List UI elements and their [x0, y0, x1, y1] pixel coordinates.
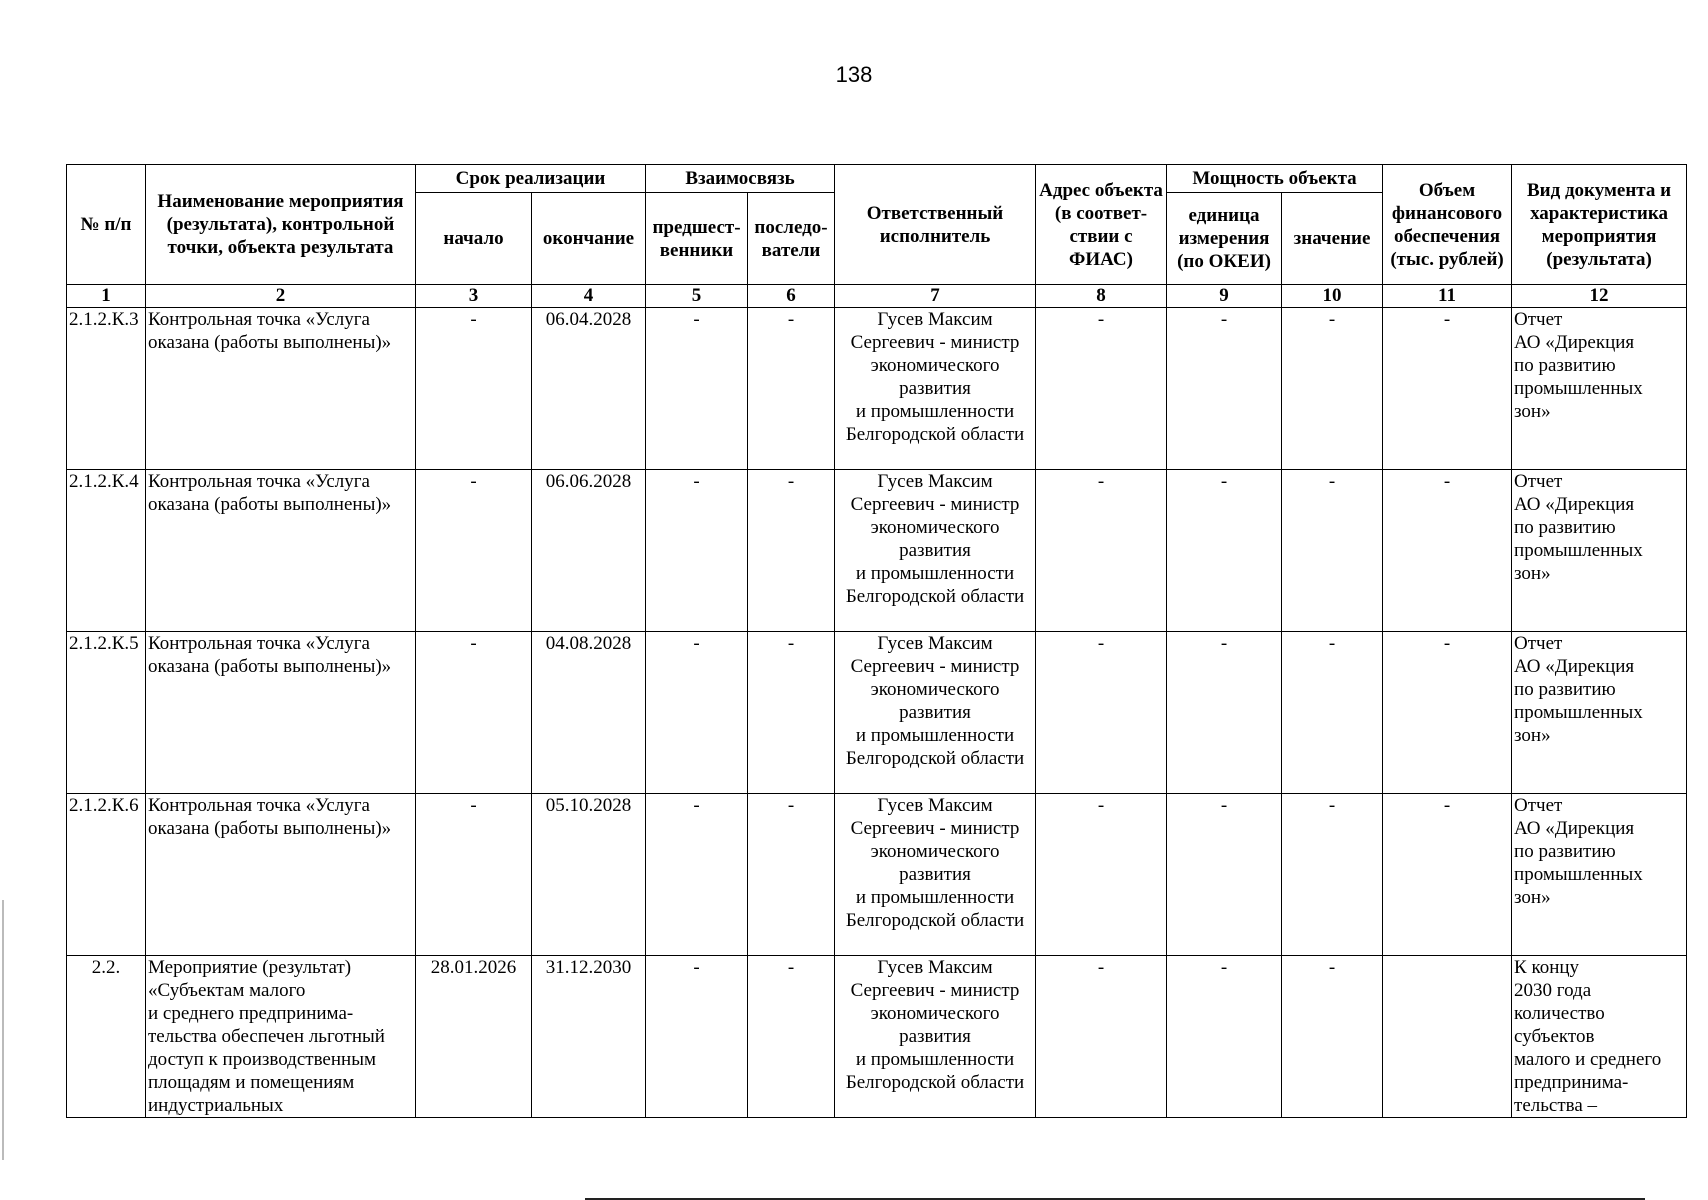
document-line: 2030 года [1514, 980, 1592, 1001]
header-no: № п/п [67, 165, 146, 285]
row-unit: - [1167, 308, 1282, 470]
row-value: - [1282, 470, 1383, 632]
column-number: 11 [1383, 285, 1512, 308]
column-number: 9 [1167, 285, 1282, 308]
row-unit: - [1167, 470, 1282, 632]
responsible-line: Сергеевич - министр [850, 980, 1020, 1001]
document-line: АО «Дирекция [1514, 332, 1635, 353]
row-finance: - [1383, 470, 1512, 632]
responsible-line: Гусев Максим [877, 795, 993, 816]
row-start: 28.01.2026 [416, 956, 532, 1118]
document-line: Отчет [1514, 633, 1563, 654]
document-line: зон» [1514, 725, 1551, 746]
row-start: - [416, 470, 532, 632]
responsible-line: экономического [870, 517, 1000, 538]
document-line: зон» [1514, 887, 1551, 908]
responsible-line: и промышленности [855, 1049, 1015, 1070]
responsible-line: Белгородской области [845, 748, 1025, 769]
row-document [1512, 308, 1687, 470]
responsible-line: Белгородской области [845, 910, 1025, 931]
responsible-line: развития [899, 1026, 971, 1047]
row-successors: - [748, 632, 835, 794]
name-line: индустриальных [148, 1095, 284, 1116]
row-unit: - [1167, 956, 1282, 1118]
responsible-line: и промышленности [855, 725, 1015, 746]
row-responsible [835, 956, 1036, 1118]
header-name: Наименование мероприятия (результата), контрольной точки, объекта результата [146, 165, 416, 285]
responsible-line: Сергеевич - министр [850, 656, 1020, 677]
document-line: АО «Дирекция [1514, 494, 1635, 515]
column-number: 5 [646, 285, 748, 308]
responsible-line: Сергеевич - министр [850, 818, 1020, 839]
row-value: - [1282, 632, 1383, 794]
column-number: 6 [748, 285, 835, 308]
row-name [146, 956, 416, 1118]
responsible-line: Гусев Максим [877, 633, 993, 654]
header-responsible: Ответственный исполнитель [835, 165, 1036, 285]
row-responsible [835, 632, 1036, 794]
name-line: Мероприятие (результат) [148, 957, 352, 978]
document-line: зон» [1514, 401, 1551, 422]
row-finance: - [1383, 308, 1512, 470]
document-line: по развитию [1514, 841, 1616, 862]
document-line: субъектов [1514, 1026, 1595, 1047]
row-value: - [1282, 794, 1383, 956]
document-line: количество [1514, 1003, 1605, 1024]
row-successors: - [748, 794, 835, 956]
responsible-line: и промышленности [855, 563, 1015, 584]
responsible-line: развития [899, 702, 971, 723]
responsible-line: развития [899, 864, 971, 885]
page-number: 138 [835, 62, 873, 87]
row-address: - [1036, 632, 1167, 794]
responsible-line: Белгородской области [845, 1072, 1025, 1093]
row-successors: - [748, 956, 835, 1118]
header-value: значение [1282, 193, 1383, 285]
row-start: - [416, 632, 532, 794]
responsible-line: экономического [870, 355, 1000, 376]
row-document [1512, 632, 1687, 794]
row-predecessors: - [646, 308, 748, 470]
name-line: «Субъектам малого [148, 980, 306, 1001]
row-address: - [1036, 794, 1167, 956]
header-term: Срок реализации [416, 165, 646, 193]
responsible-line: экономического [870, 841, 1000, 862]
responsible-line: развития [899, 378, 971, 399]
row-responsible [835, 470, 1036, 632]
document-line: малого и среднего [1514, 1049, 1662, 1070]
document-line: К концу [1514, 957, 1580, 978]
name-line: и среднего предпринима- [148, 1003, 354, 1024]
column-number: 12 [1512, 285, 1687, 308]
row-responsible [835, 308, 1036, 470]
responsible-line: Белгородской области [845, 424, 1025, 445]
responsible-line: экономического [870, 1003, 1000, 1024]
document-line: АО «Дирекция [1514, 818, 1635, 839]
row-end: 06.04.2028 [532, 308, 646, 470]
document-line: Отчет [1514, 795, 1563, 816]
row-name: Контрольная точка «Услуга оказана (работы выполнены)» [146, 470, 416, 632]
document-line: зон» [1514, 563, 1551, 584]
row-document [1512, 956, 1687, 1118]
column-number: 3 [416, 285, 532, 308]
header-start: начало [416, 193, 532, 285]
row-number: 2.1.2.К.5 [67, 632, 146, 794]
header-address: Адрес объекта (в соответ-ствии с ФИАС) [1036, 165, 1167, 285]
row-successors: - [748, 470, 835, 632]
table-row [67, 632, 1687, 794]
header-power: Мощность объекта [1167, 165, 1383, 193]
header-unit: единица измерения (по ОКЕИ) [1167, 193, 1282, 285]
header-predecessors: предшест-венники [646, 193, 748, 285]
row-end: 05.10.2028 [532, 794, 646, 956]
name-line: доступ к производственным [148, 1049, 376, 1070]
row-predecessors: - [646, 632, 748, 794]
header-link: Взаимосвязь [646, 165, 835, 193]
row-number: 2.1.2.К.6 [67, 794, 146, 956]
responsible-line: Белгородской области [845, 586, 1025, 607]
document-line: по развитию [1514, 517, 1616, 538]
document-line: промышленных [1514, 702, 1643, 723]
document-line: по развитию [1514, 355, 1616, 376]
column-number: 10 [1282, 285, 1383, 308]
row-responsible [835, 794, 1036, 956]
document-line: АО «Дирекция [1514, 656, 1635, 677]
responsible-line: Гусев Максим [877, 471, 993, 492]
row-unit: - [1167, 794, 1282, 956]
document-line: промышленных [1514, 378, 1643, 399]
row-name: Контрольная точка «Услуга оказана (работы выполнены)» [146, 308, 416, 470]
header-end: окончание [532, 193, 646, 285]
row-number: 2.1.2.К.4 [67, 470, 146, 632]
row-predecessors: - [646, 470, 748, 632]
row-end: 06.06.2028 [532, 470, 646, 632]
document-line: промышленных [1514, 864, 1643, 885]
row-start: - [416, 794, 532, 956]
document-line: тельства – [1514, 1095, 1598, 1116]
document-line: Отчет [1514, 309, 1563, 330]
responsible-line: и промышленности [855, 401, 1015, 422]
responsible-line: Сергеевич - министр [850, 494, 1020, 515]
row-finance: - [1383, 632, 1512, 794]
row-number: 2.1.2.К.3 [67, 308, 146, 470]
document-line: предпринима- [1514, 1072, 1629, 1093]
document-line: по развитию [1514, 679, 1616, 700]
header-document: Вид документа и характеристика мероприятия (результата) [1512, 165, 1687, 285]
column-number: 7 [835, 285, 1036, 308]
document-line: Отчет [1514, 471, 1563, 492]
row-value: - [1282, 956, 1383, 1118]
responsible-line: и промышленности [855, 887, 1015, 908]
table-row [67, 956, 1687, 1118]
row-document [1512, 794, 1687, 956]
document-line: промышленных [1514, 540, 1643, 561]
row-address: - [1036, 470, 1167, 632]
responsible-line: Гусев Максим [877, 309, 993, 330]
responsible-line: экономического [870, 679, 1000, 700]
row-document [1512, 470, 1687, 632]
row-name: Контрольная точка «Услуга оказана (работы выполнены)» [146, 794, 416, 956]
row-name: Контрольная точка «Услуга оказана (работы выполнены)» [146, 632, 416, 794]
responsible-line: Сергеевич - министр [850, 332, 1020, 353]
scan-edge-mark [2, 900, 4, 1160]
row-number: 2.2. [67, 956, 146, 1118]
responsible-line: Гусев Максим [877, 957, 993, 978]
header-successors: последо-ватели [748, 193, 835, 285]
row-finance: - [1383, 794, 1512, 956]
row-predecessors: - [646, 794, 748, 956]
plan-table [66, 164, 1687, 1118]
table-row [67, 470, 1687, 632]
column-number: 4 [532, 285, 646, 308]
table-row [67, 794, 1687, 956]
row-address: - [1036, 308, 1167, 470]
header-finance: Объем финансового обеспечения (тыс. рублей) [1383, 165, 1512, 285]
name-line: площадям и помещениям [148, 1072, 355, 1093]
row-address: - [1036, 956, 1167, 1118]
row-end: 04.08.2028 [532, 632, 646, 794]
column-number: 2 [146, 285, 416, 308]
name-line: тельства обеспечен льготный [148, 1026, 385, 1047]
row-end: 31.12.2030 [532, 956, 646, 1118]
row-unit: - [1167, 632, 1282, 794]
table-row [67, 308, 1687, 470]
row-successors: - [748, 308, 835, 470]
row-start: - [416, 308, 532, 470]
row-predecessors: - [646, 956, 748, 1118]
row-finance [1383, 956, 1512, 1118]
column-number: 1 [67, 285, 146, 308]
row-value: - [1282, 308, 1383, 470]
responsible-line: развития [899, 540, 971, 561]
column-number: 8 [1036, 285, 1167, 308]
